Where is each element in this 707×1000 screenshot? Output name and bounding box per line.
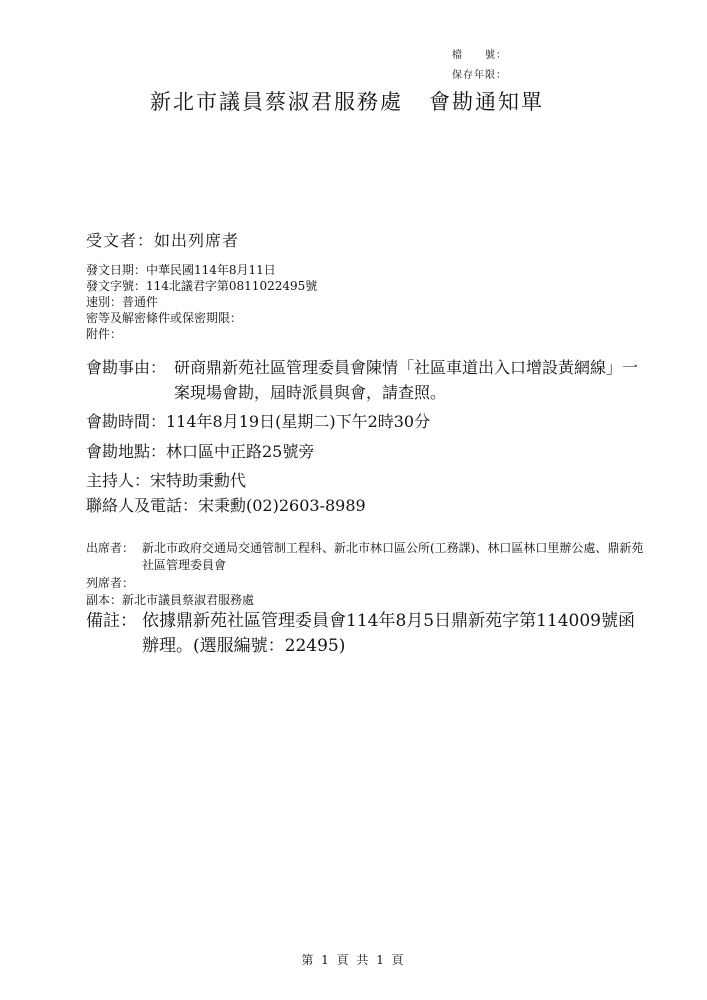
file-number-label: 檔 號： — [452, 50, 507, 61]
copy-to-line: 副本：新北市議員蔡淑君服務處 — [86, 593, 255, 607]
title-organization: 新北市議員蔡淑君服務處 — [150, 90, 403, 114]
page-number: 第 1 頁 共 1 頁 — [301, 953, 406, 967]
secrecy-level: 密等及解密條件或保密期限： — [86, 311, 243, 325]
document-title — [150, 86, 544, 116]
attendees-label: 出席者： — [86, 541, 135, 555]
recipient-label: 受文者： — [86, 231, 155, 250]
inspection-subject — [86, 355, 646, 405]
recipient-line — [86, 228, 239, 251]
host-line: 主持人：宋特助秉勳代 — [86, 471, 247, 490]
remarks-label: 備註： — [86, 611, 137, 631]
title-document-type: 會勘通知單 — [429, 90, 544, 114]
recipient-value: 如出列席者 — [154, 231, 240, 250]
delivery-speed: 速別：普通件 — [86, 295, 159, 309]
subject-text: 研商鼎新苑社區管理委員會陳情「社區車道出入口增設黃網線」一案現場會勘，屆時派員與會，請查照。 — [174, 358, 639, 402]
remarks-text: 依據鼎新苑社區管理委員會114年8月5日鼎新苑字第114009號函辦理。(選服編號：22495) — [142, 611, 635, 656]
inspection-time: 會勘時間：114年8月19日(星期二)下午2時30分 — [86, 412, 431, 431]
retention-period-label: 保存年限： — [452, 70, 507, 81]
remarks-block — [86, 609, 646, 659]
attendees-text: 新北市政府交通局交通管制工程科、新北市林口區公所(工務課)、林口區林口里辦公處、鼎新苑社區管理委員會 — [142, 541, 644, 572]
contact-line: 聯絡人及電話：宋秉勳(02)2603-8989 — [86, 496, 366, 515]
subject-label: 會勘事由： — [86, 358, 167, 377]
attendees-block — [86, 540, 646, 574]
observers-line: 列席者： — [86, 576, 135, 590]
issue-number: 發文字號：114北議君字第0811022495號 — [86, 279, 318, 293]
attachment-line: 附件： — [86, 327, 123, 341]
inspection-location: 會勘地點：林口區中正路25號旁 — [86, 442, 315, 461]
issue-date: 發文日期：中華民國114年8月11日 — [86, 263, 276, 277]
